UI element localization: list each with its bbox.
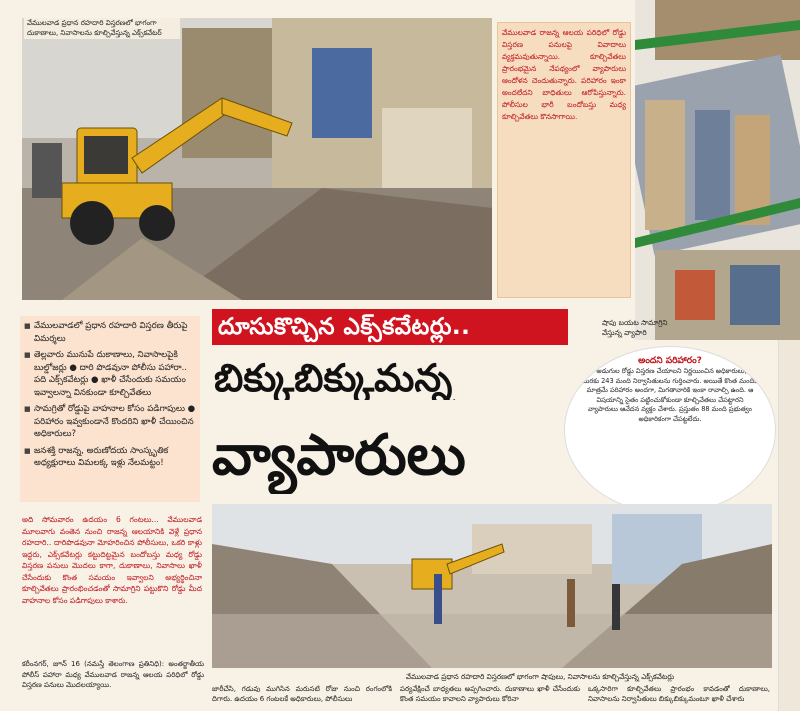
highlights-box (20, 316, 200, 502)
body-column-2: పర్యవేక్షించే బాధ్యతలు అప్పగించారు. దుకాణాలు ఖాళీ చేసేందుకు కొంత సమయం కావాలని వ్యాపారులు కోరినా (400, 685, 580, 703)
dateline: కరీంనగర్, జూన్ 16 (నమస్తే తెలంగాణ ప్రతినిధి): అంతర్జాతీయ పోలీస్ పహారా మధ్య వేములవాడ రాజన్న ఆలయ పరిధిలో రోడ్డు విస్తరణ పనులు మొదలయ్యాయి. (22, 660, 204, 689)
side-story-text: వేములవాడ రాజన్న ఆలయ పరిధిలో రోడ్డు విస్తరణ పనులపై వివాదాలు వ్యక్తమవుతున్నాయి. కూల్చివేతలు ప్రారంభమైన నేపథ్యంలో వ్యాపారులు ఆందోళన చెందుతున్నారు. పరిహారం ఇంకా అందలేదని బాధితులు ఆరోపిస్తున్నారు. పోలీసుల భారీ బందోబస్తు మధ్య కూల్చివేతలు కొనసాగాయి. (502, 28, 626, 121)
right-photo-caption: షాపు బయట సామాగ్రిని వేస్తున్న వ్యాపారి (602, 318, 668, 337)
highlight-item: ■ వేములవాడలో ప్రధాన రహదారి విస్తరణ తీరుపై విమర్శలు (24, 320, 196, 345)
compensation-callout (564, 346, 776, 514)
highlight-item: ■ జనశక్తి రాజన్న, అరుణోదయ సాంస్కృతిక అధ్యక్షురాలు విమలక్క ఇళ్లు నేలమట్టం! (24, 445, 196, 470)
demolition-photo-bottom (212, 504, 772, 668)
top-photo-caption: వేములవాడ ప్రధాన రహదారి విస్తరణలో భాగంగా దుకాణాలు, నివాసాలను కూల్చివేస్తున్న ఎక్స్‌కవేటర్ (24, 18, 180, 39)
body-column-3: ఒక్కసారిగా కూల్చివేతలు ప్రారంభం కావడంతో దుకాణాలు, నివాసాలను నిర్వాసితులు బిక్కుబిక్కుమంటూ ఖాళీ చేశారు (588, 685, 770, 703)
headline-line-1: బిక్కుబిక్కుమన్న (214, 356, 453, 400)
callout-text: 80 అడుగుల రోడ్డు విస్తరణ చేయాలని నిర్ణయించిన అధికారులు, ఆ మేరకు 243 మంది నిర్వాసితులను గుర్తించారు. అయితే కొంత మందికి మాత్రమే పరిహారం అందగా, మిగతావారికి ఇంకా రావాల్సి ఉంది. ఆ విషయాన్ని సైతం పట్టించుకోకుండా కూల్చివేతలు చేపట్టారని వ్యాపారులు ఆవేదన వ్యక్తం చేశారు. ప్రస్తుతం 88 మంది ప్రభుత్వం అధికారికంగా చేపట్టలేదు. (582, 367, 758, 423)
highlight-item: ■ సామగ్రితో రోడ్డుపై వాహనాల కోసం పడిగాపులు ● పరిహారం ఇవ్వకుండానే కొందరిని ఖాళీ చేయించిన అధికారులు? (24, 403, 196, 441)
demolition-photo-top (22, 18, 492, 300)
lead-paragraph: అది సోమవారం ఉదయం 6 గంటలు... వేములవాడ మూలవాగు వంతెన నుంచి రాజన్న ఆలయానికి వెళ్లే ప్రధాన రహదారి.. దారిపొడవునా మోహరించిన పోలీసులు, ఒకరి కాళ్లు ఇద్దరు, ఎక్స్‌కవేటర్లు కట్టుదిట్టమైన బందోబస్తు మధ్య రోడ్డు విస్తరణ పనులు మొదలు కాగా, దుకాణాలు, నివాసాలు ఖాళీ చేసేందుకు కొంత సమయం ఇవ్వాలని అభ్యర్థించినా కూల్చివేతలు ప్రారంభించడంతో సామాగ్రిని పట్టుకొని రోడ్డు మీద వాహనాల కోసం పడిగాపులు కాశారు. (22, 515, 202, 605)
right-photo-collage (635, 0, 800, 340)
page-edge-strip (778, 340, 800, 711)
body-column-1: జారీచేసి, గడువు ముగిసిన మరుసటి రోజు నుంచి రంగంలోకి దిగారు. ఉదయం 6 గంటలకే అధికారులు, పోలీసులు (212, 685, 392, 703)
bottom-photo-caption: వేములవాడ ప్రధాన రహదారి విస్తరణలో భాగంగా షాపులు, నివాసాలను కూల్చివేస్తున్న ఎక్స్‌కవేటర్లు (405, 672, 675, 681)
headline-line-2: వ్యాపారులు (212, 423, 466, 488)
callout-title: అందని పరిహారం? (638, 356, 702, 366)
headline-kicker: దూసుకొచ్చిన ఎక్స్‌కవేటర్లు.. (212, 309, 568, 345)
highlight-item: ■ తెల్లవారు మునుపే దుకాణాలు, నివాసాలపైకి బుల్డోజర్లు ● దారి పొడవునా పోలీసు పహారా.. పది ఎక్స్‌కవేటర్లు ● ఖాళీ చేసేందుకు సమయం ఇవ్వాలన్నా వినకుండా కూల్చివేతలు (24, 349, 196, 399)
side-story-box (497, 22, 631, 298)
